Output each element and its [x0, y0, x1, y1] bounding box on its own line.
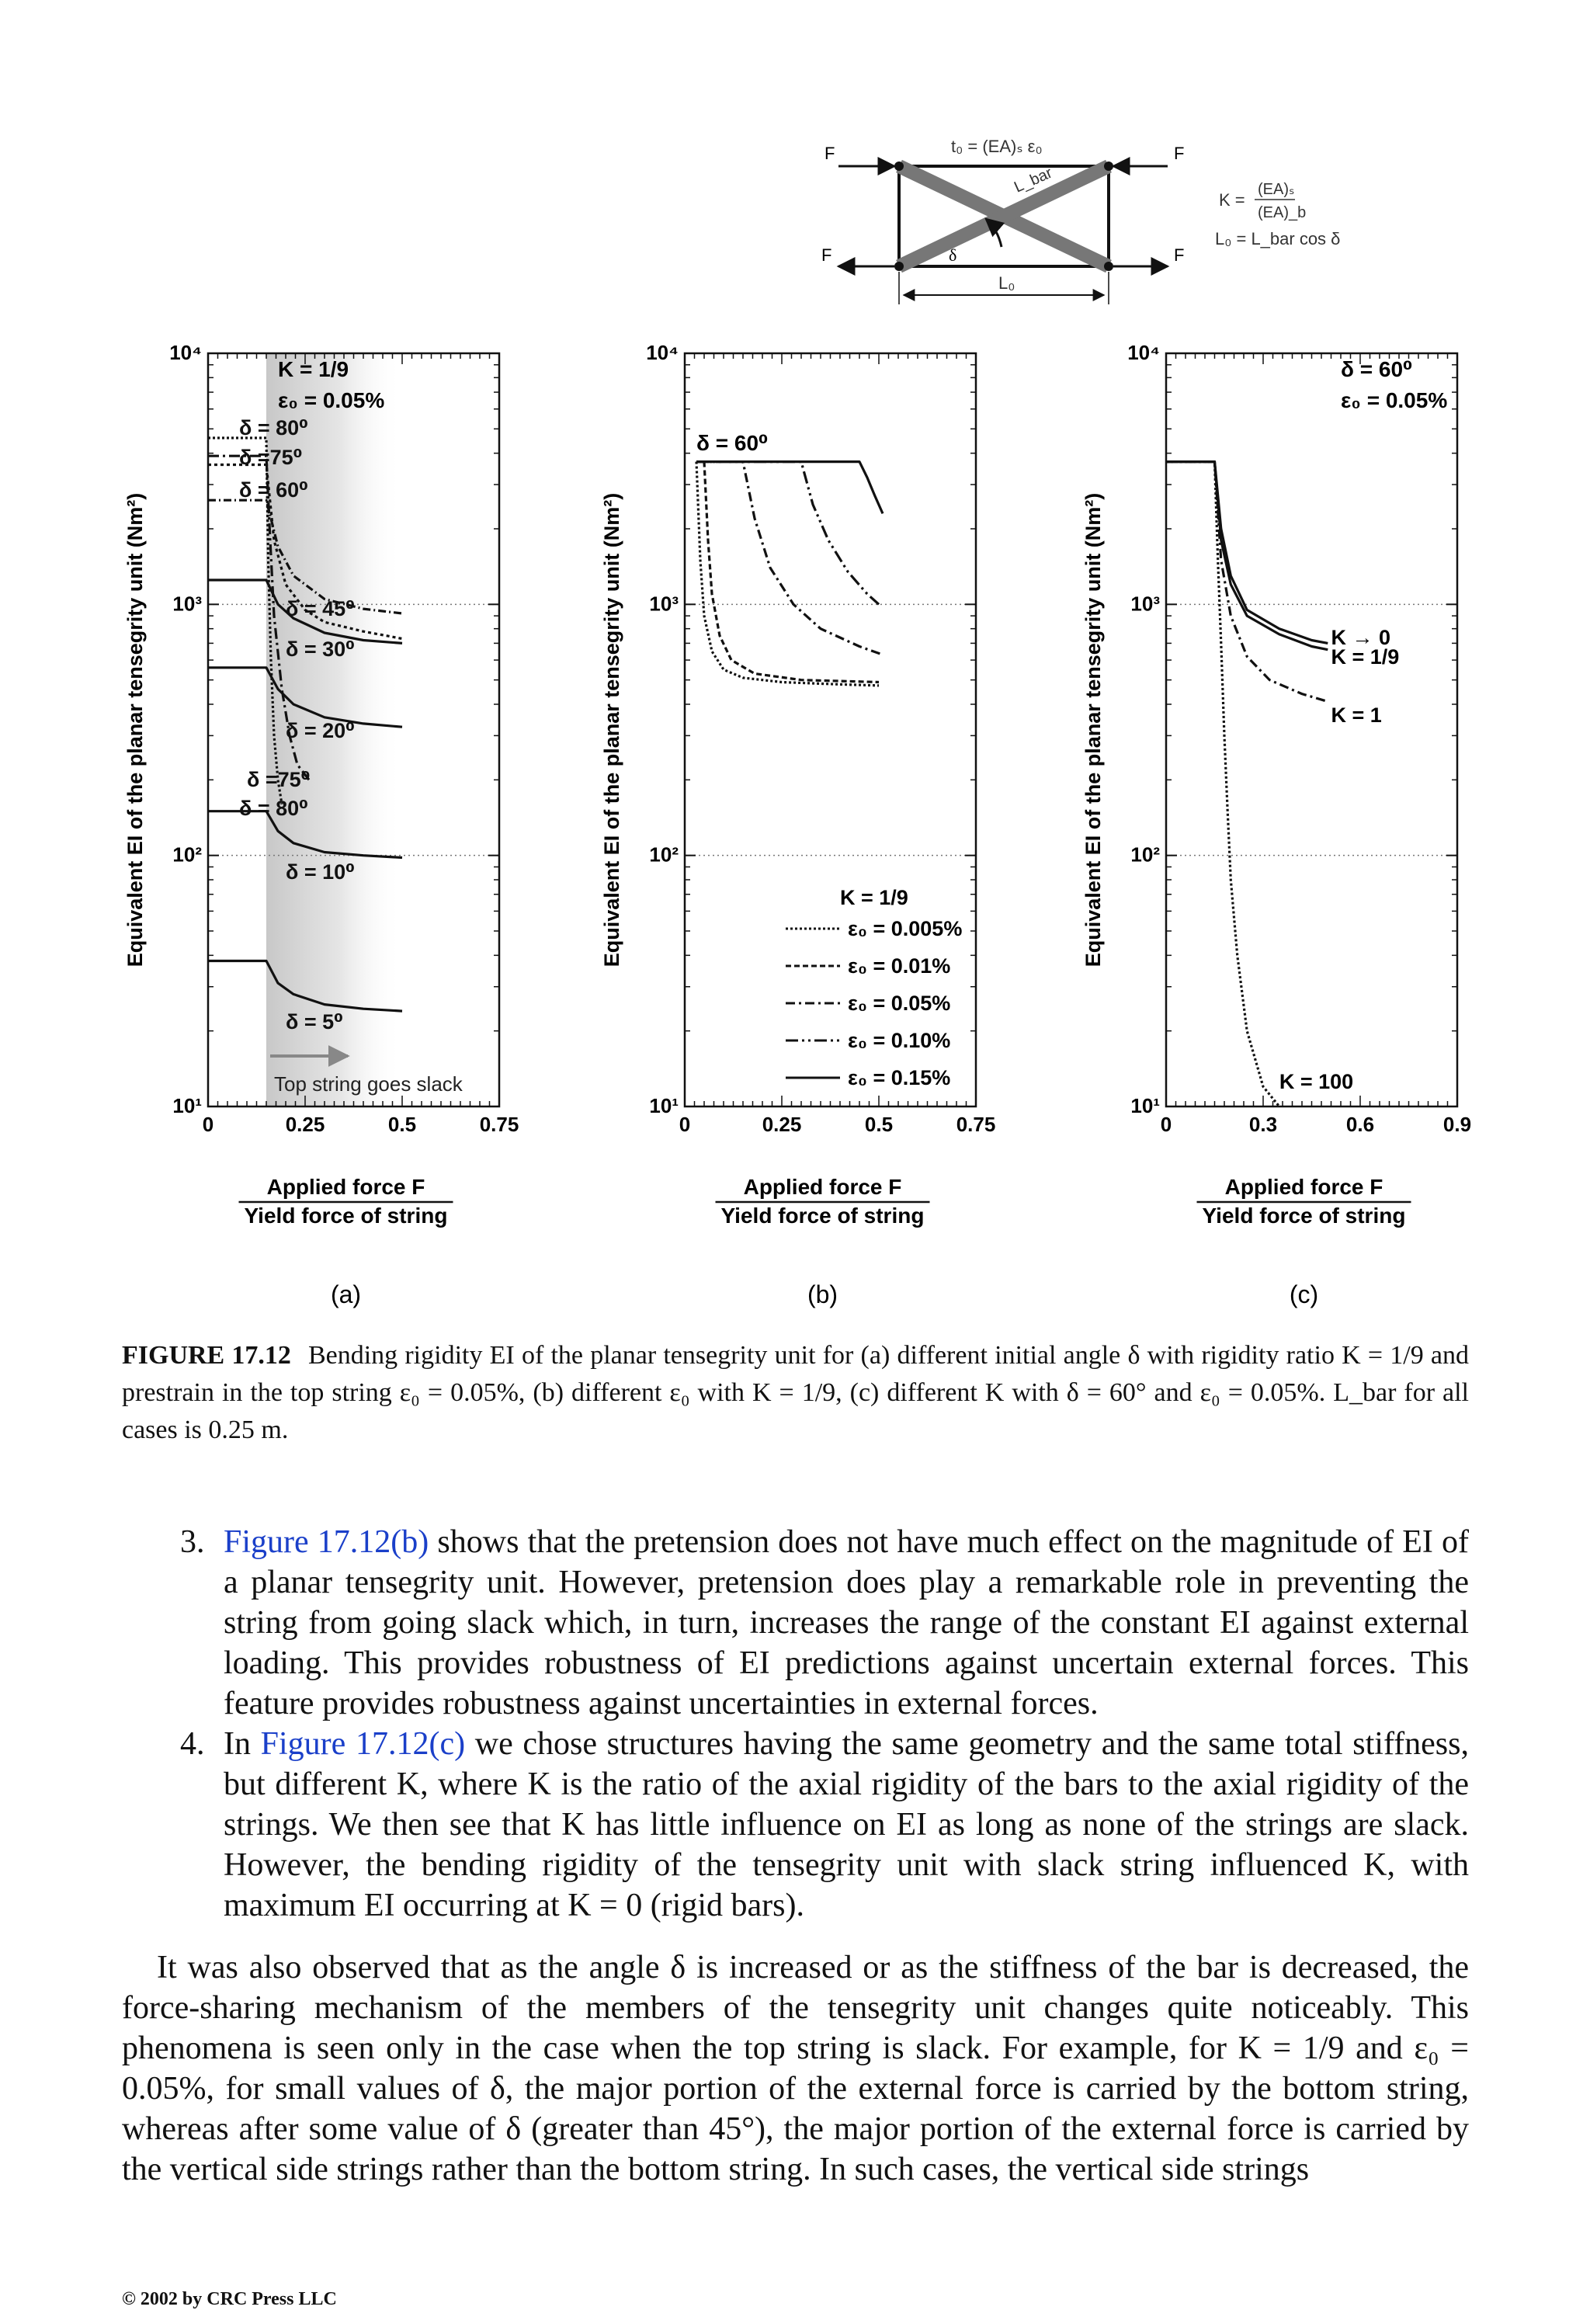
curve-label: δ =75⁰	[239, 446, 303, 469]
curve-label: δ =75⁰	[247, 768, 311, 791]
legend-label: ε₀ = 0.01%	[848, 954, 951, 978]
panel-label: (b)	[807, 1280, 838, 1308]
x-tick-label: 0.5	[387, 1113, 417, 1136]
l0-equation: L₀ = L_bar cos δ	[1215, 229, 1341, 248]
legend-label: ε₀ = 0.15%	[848, 1066, 951, 1089]
curve-label: δ = 10⁰	[286, 860, 356, 884]
series-line	[1166, 462, 1328, 702]
series-line	[696, 462, 879, 686]
tensegrity-schematic	[821, 137, 1340, 304]
chart-annotation: K = 1/9	[278, 357, 349, 381]
plot-frame	[1166, 353, 1457, 1106]
list-item	[213, 1724, 1469, 1926]
y-tick-label: 10¹	[172, 1094, 202, 1117]
x-tick-label: 0	[1160, 1113, 1172, 1136]
curve-label: K → 0	[1331, 626, 1391, 649]
x-axis-label-top: Applied force F	[266, 1175, 425, 1199]
curve-label: δ = 30⁰	[286, 637, 356, 661]
series-line	[696, 462, 879, 605]
curve-label: K = 100	[1279, 1070, 1354, 1093]
x-tick-label: 0.9	[1442, 1113, 1472, 1136]
force-label: F	[1174, 144, 1185, 163]
list-item-text: shows that the pretension does not have much effect on the magnitude of EI of a planar tensegrity unit. However, pretension does play a remarkable role in preventing the string from going slack which, in turn, increases the range of the constant EI against external loading. This provides robustness of EI predictions against uncertain external forces. This feature provides robustness against uncertainties in external forces.	[224, 1524, 1469, 1721]
force-label: F	[821, 245, 832, 265]
y-tick-label: 10⁴	[646, 341, 679, 364]
body-paragraph: It was also observed that as the angle δ is increased or as the stiffness of the bar is decreased, the force-sharing mechanism of the members of the tensegrity unit changes quite noticeably. This phenomena is seen only in the case when the top string is slack. For example, for K = 1/9 and ε₀ = 0.05%, for small values of δ, the major portion of the external force is carried by the bottom string, whereas after some value of δ (greater than 45°), the major portion of the external force is carried by the vertical side strings rather than the bottom string. In such cases, the vertical side strings	[122, 1950, 1469, 2187]
x-tick-label: 0	[202, 1113, 214, 1136]
x-tick-label: 0.25	[762, 1113, 802, 1136]
y-tick-label: 10⁴	[1127, 341, 1160, 364]
legend-label: ε₀ = 0.005%	[848, 917, 963, 940]
figure-link[interactable]: Figure 17.12(c)	[260, 1726, 466, 1762]
delta-label: δ	[949, 245, 957, 265]
caption-label: FIGURE 17.12	[122, 1341, 291, 1370]
legend-label: ε₀ = 0.10%	[848, 1029, 951, 1052]
y-axis-label: Equivalent EI of the planar tensegrity unit (Nm²)	[600, 492, 623, 967]
x-axis-label-top: Applied force F	[1224, 1175, 1383, 1199]
body-text	[122, 1522, 1469, 2190]
y-tick-label: 10²	[172, 842, 202, 867]
x-tick-label: 0	[679, 1113, 691, 1136]
y-tick-label: 10²	[649, 842, 679, 867]
series-line	[704, 462, 879, 683]
copyright-footer: © 2002 by CRC Press LLC	[122, 2289, 337, 2309]
series-line	[696, 462, 883, 655]
k-numerator: (EA)ₛ	[1258, 181, 1295, 198]
y-tick-label: 10¹	[1130, 1094, 1160, 1117]
list-item	[213, 1522, 1469, 1724]
chart-panels	[123, 341, 1471, 1308]
y-tick-label: 10³	[172, 592, 202, 616]
list-item-prefix: In	[224, 1726, 261, 1762]
x-tick-label: 0.75	[956, 1113, 996, 1136]
x-axis-label-top: Applied force F	[743, 1175, 902, 1199]
y-tick-label: 10³	[649, 592, 679, 616]
node	[894, 262, 904, 271]
node	[894, 162, 904, 171]
chart-annotation: ε₀ = 0.05%	[278, 388, 385, 412]
caption-text: Bending rigidity EI of the planar tensegrity unit for (a) different initial angle δ with rigidity ratio K = 1/9 and prestrain in the top string ε₀ = 0.05%, (b) different ε₀ with K = 1/9, (c) different K with δ = 60° and ε₀ = 0.05%. L_bar for all cases is 0.25 m.	[122, 1341, 1470, 1444]
bar-length-label: L_bar	[1012, 164, 1055, 196]
node	[1104, 162, 1113, 171]
y-tick-label: 10³	[1130, 592, 1160, 616]
k-definition-lhs: K =	[1219, 190, 1245, 210]
panel-label: (c)	[1289, 1280, 1319, 1308]
legend-label: ε₀ = 0.05%	[848, 992, 951, 1015]
x-axis-label-bottom: Yield force of string	[244, 1204, 448, 1228]
x-tick-label: 0.25	[285, 1113, 325, 1136]
y-axis-label: Equivalent EI of the planar tensegrity unit (Nm²)	[1081, 492, 1105, 967]
x-tick-label: 0.6	[1345, 1113, 1375, 1136]
list-item-text: we chose structures having the same geometry and the same total stiffness, but different K, where K is the ratio of the axial rigidity of the bars to the axial rigidity of the strings. We then see that K has little influence on EI as long as none of the strings are slack. However, the bending rigidity of the tensegrity unit with slack string influenced K, with maximum EI occurring at K = 0 (rigid bars).	[224, 1726, 1469, 1923]
y-tick-label: 10²	[1130, 842, 1160, 867]
curve-label: K = 1	[1331, 703, 1382, 727]
curve-label: δ = 80⁰	[239, 416, 309, 439]
node	[1104, 262, 1113, 271]
l0-label: L₀	[998, 273, 1015, 293]
curve-label: δ = 20⁰	[286, 719, 356, 742]
figure-caption	[122, 1337, 1469, 1449]
curve-label: δ = 80⁰	[239, 797, 309, 820]
y-tick-label: 10¹	[649, 1094, 679, 1117]
chart-annotation: δ = 60⁰	[1341, 357, 1413, 381]
legend-title: K = 1/9	[840, 886, 908, 909]
panel-label: (a)	[330, 1280, 362, 1308]
series-line	[1166, 462, 1328, 650]
x-axis-label-bottom: Yield force of string	[1202, 1204, 1406, 1228]
y-axis-label: Equivalent EI of the planar tensegrity unit (Nm²)	[123, 492, 147, 967]
chart-annotation: ε₀ = 0.05%	[1341, 388, 1448, 412]
series-line	[696, 462, 883, 514]
force-label: F	[825, 144, 835, 163]
curve-label: δ = 45⁰	[286, 597, 356, 620]
curve-label: δ = 60⁰	[239, 478, 309, 502]
curve-label: δ = 5⁰	[286, 1010, 343, 1033]
slack-label: Top string goes slack	[274, 1072, 463, 1096]
x-tick-label: 0.3	[1248, 1113, 1278, 1136]
top-string-formula: t₀ = (EA)ₛ ε₀	[951, 137, 1043, 156]
k-denominator: (EA)_b	[1258, 204, 1307, 221]
chart-annotation: δ = 60⁰	[696, 431, 769, 455]
x-tick-label: 0.75	[479, 1113, 519, 1136]
x-tick-label: 0.5	[864, 1113, 894, 1136]
numbered-list	[122, 1522, 1469, 1926]
force-label: F	[1174, 245, 1185, 265]
curve-label: K = 1/9	[1331, 645, 1400, 669]
series-line	[1166, 462, 1279, 1106]
figure-link[interactable]: Figure 17.12(b)	[224, 1524, 429, 1560]
x-axis-label-bottom: Yield force of string	[720, 1204, 925, 1228]
y-tick-label: 10⁴	[169, 341, 202, 364]
